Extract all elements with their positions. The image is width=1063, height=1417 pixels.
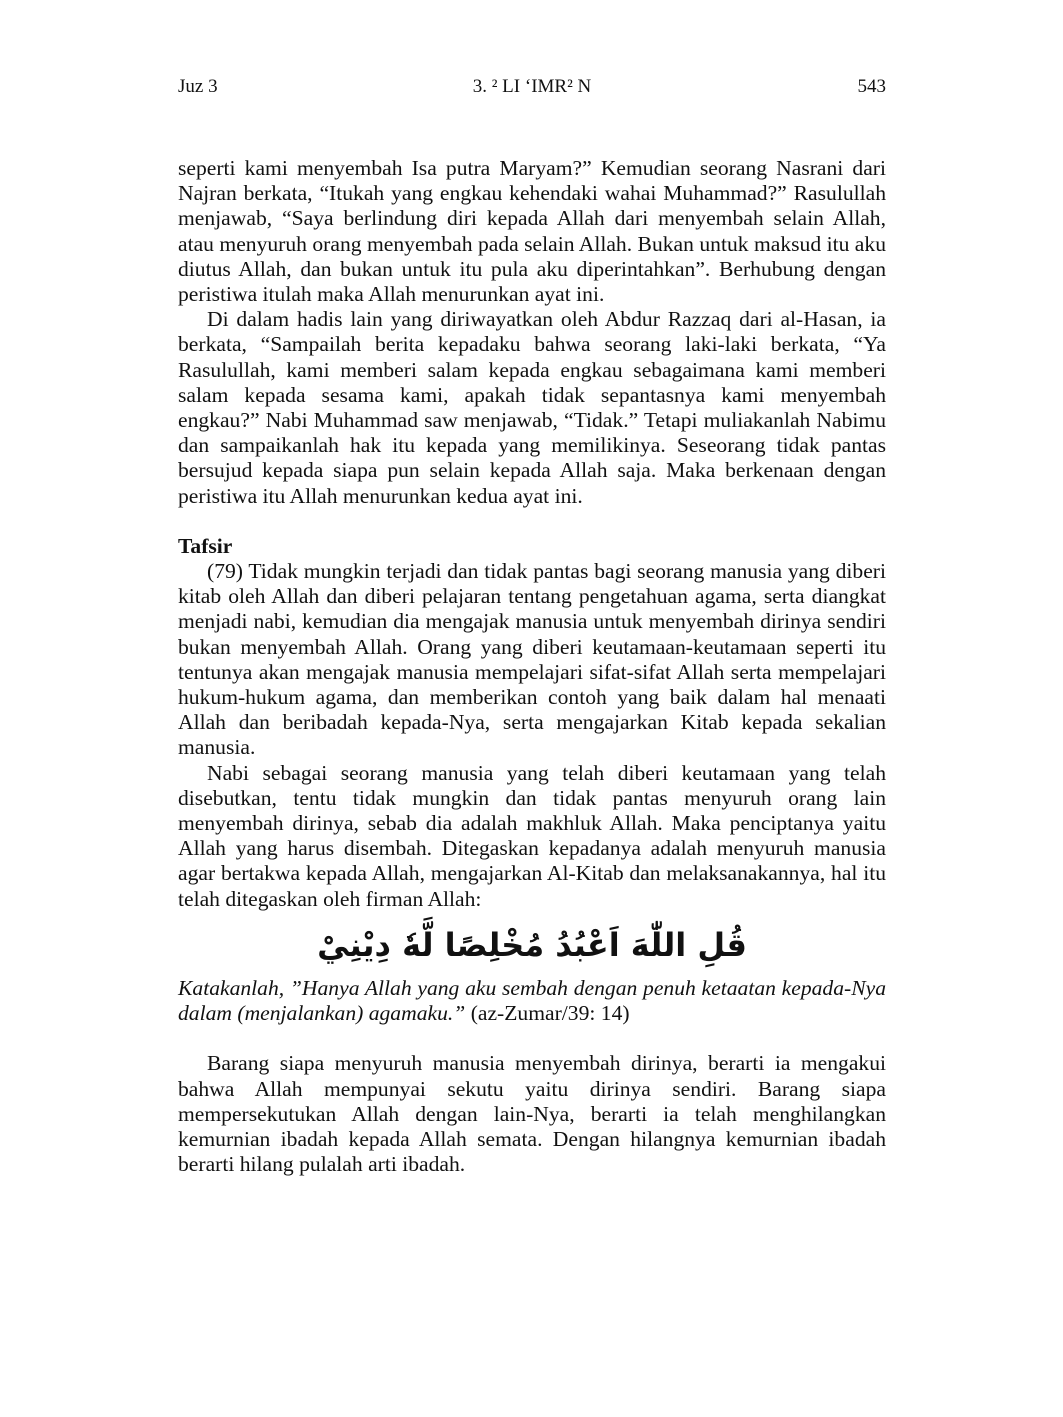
header-chapter-title: 3. ² LI ‘IMR² N — [472, 76, 592, 97]
main-text — [178, 156, 886, 1177]
translation-text: Katakanlah, ”Hanya Allah yang aku sembah dengan penuh ketaatan kepada-Nya dalam (menjalankan) agamaku.” — [178, 975, 886, 1026]
running-header — [178, 74, 886, 100]
paragraph-hadith: Di dalam hadis lain yang diriwayatkan oleh Abdur Razzaq dari al-Hasan, ia berkata, “Sampailah berita kepadaku bahwa seorang laki-laki berkata, “Ya Rasulullah, kami memberi salam kepada engkau sebagaimana kami memberi salam kepada sesama kami, apakah tidak sepantasnya kami menyembah engkau?” Nabi Muhammad saw menjawab, “Tidak.” Tetapi muliakanlah Nabimu dan sampaikanlah hak itu kepada yang memilikinya. Seseorang tidak pantas bersujud kepada siapa pun selain kepada Allah saja. Maka berkenaan dengan peristiwa itu Allah menurunkan kedua ayat ini. — [178, 307, 886, 508]
paragraph-spacer — [178, 1026, 886, 1051]
paragraph-tafsir-79: (79) Tidak mungkin terjadi dan tidak pantas bagi seorang manusia yang diberi kitab oleh Allah dan diberi pelajaran tentang pengetahuan agama, serta diangkat menjadi nabi, kemudian dia mengajak manusia untuk menyembah dirinya sendiri bukan menyembah Allah. Orang yang diberi keutamaan-keutamaan seperti itu tentunya akan mengajak manusia mempelajari sifat-sifat Allah serta mempelajari hukum-hukum agama, dan memberikan contoh yang baik dalam hal menaati Allah dan beribadah kepada-Nya, serta mengajarkan Kitab kepada sekalian manusia. — [178, 559, 886, 760]
header-juz: Juz 3 — [178, 76, 218, 97]
page-number: 543 — [857, 76, 886, 97]
paragraph-conclusion: Barang siapa menyuruh manusia menyembah dirinya, berarti ia mengakui bahwa Allah mempunyai sekutu yaitu dirinya sendiri. Barang siapa mempersekutukan Allah dengan lain-Nya, berarti ia telah menghilangkan kemurnian ibadah kepada Allah semata. Dengan hilangnya kemurnian ibadah berarti hilang pulalah arti ibadah. — [178, 1051, 886, 1177]
verse-citation: (az-Zumar/39: 14) — [470, 1001, 630, 1026]
paragraph-nabi: Nabi sebagai seorang manusia yang telah diberi keutamaan yang telah disebutkan, tentu tidak mungkin dan tidak pantas menyuruh orang lain menyembah dirinya, sebab dia adalah makhluk Allah. Maka penciptanya yaitu Allah yang harus disembah. Ditegaskan kepadanya adalah menyuruh manusia agar bertakwa kepada Allah, mengajarkan Al-Kitab dan melaksanakannya, hal itu telah ditegaskan oleh firman Allah: — [178, 760, 886, 911]
paragraph-continuation: seperti kami menyembah Isa putra Maryam?” Kemudian seorang Nasrani dari Najran berkata, “Itukah yang engkau kehendaki wahai Muhammad?” Rasulullah menjawab, “Saya berlindung diri kepada Allah dari menyembah selain Allah, atau menyuruh orang menyembah pada selain Allah. Bukan untuk maksud itu aku diutus Allah, dan bukan untuk itu pula aku diperintahkan”. Berhubung dengan peristiwa itulah maka Allah menurunkan ayat ini. — [178, 156, 886, 307]
section-heading: Tafsir — [178, 533, 233, 558]
arabic-verse: قُلِ اللّٰهَ اَعْبُدُ مُخْلِصًا لَّهٗ دِيْنِيْ — [317, 925, 747, 964]
verse-translation — [178, 976, 886, 1026]
